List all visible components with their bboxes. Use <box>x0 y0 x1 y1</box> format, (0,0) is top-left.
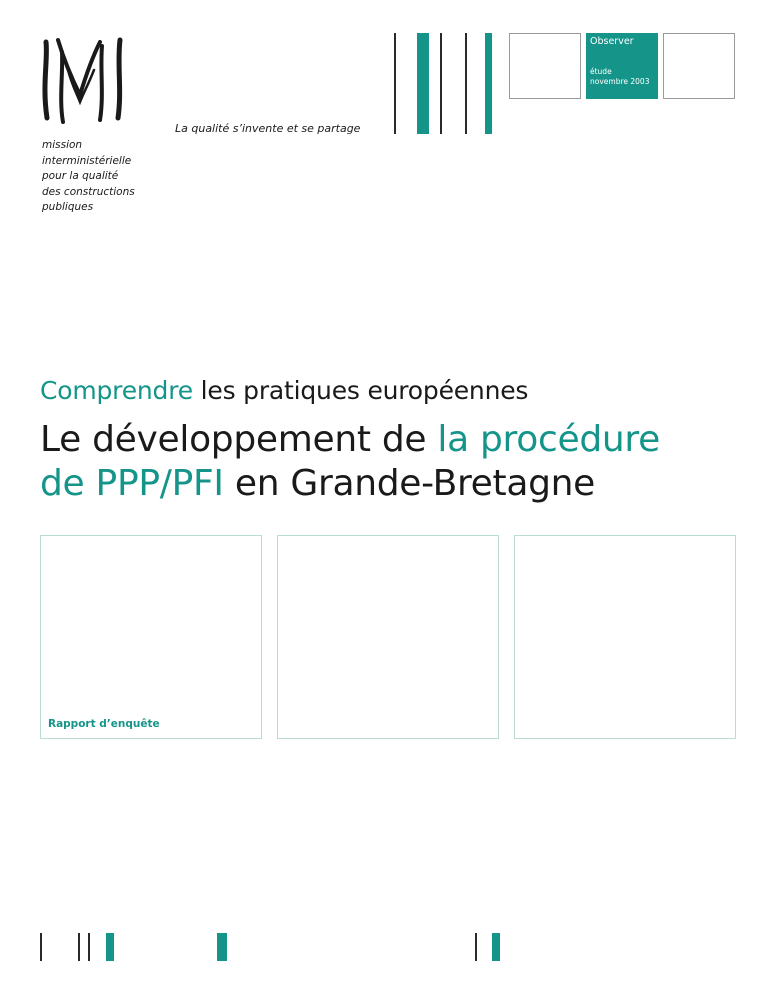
stripe-decoration <box>475 933 477 961</box>
kicker-rest: les pratiques européennes <box>192 376 529 405</box>
observer-badge <box>586 33 658 99</box>
badge-title: Observer <box>590 36 634 47</box>
kicker-highlight: Comprendre <box>40 376 193 405</box>
content-panel <box>277 535 499 739</box>
stripe-decoration <box>440 33 442 134</box>
mimi-logo <box>36 30 136 130</box>
report-type-label: Rapport d’enquête <box>48 718 160 730</box>
stripe-decoration <box>217 933 227 961</box>
mission-line: publiques <box>42 201 94 213</box>
stripe-decoration <box>40 933 42 961</box>
stripe-decoration <box>485 33 492 134</box>
stripe-decoration <box>394 33 396 134</box>
title-line2-highlight: de PPP/PFI <box>40 463 224 504</box>
stripe-decoration <box>417 33 429 134</box>
content-panel <box>40 535 262 739</box>
empty-frame <box>663 33 735 99</box>
badge-date: novembre 2003 <box>590 76 650 86</box>
stripe-decoration <box>78 933 80 961</box>
tagline: La qualité s’invente et se partage <box>175 122 361 135</box>
stripe-decoration <box>492 933 500 961</box>
title-line2-plain: en Grande-Bretagne <box>223 463 596 504</box>
mission-line: pour la qualité <box>42 170 119 182</box>
kicker-heading <box>40 376 528 405</box>
content-panel <box>514 535 736 739</box>
stripe-decoration <box>465 33 467 134</box>
page-title <box>40 418 720 506</box>
stripe-decoration <box>106 933 114 961</box>
badge-type: étude <box>590 67 612 76</box>
mission-line: des constructions <box>42 185 135 198</box>
title-line1-plain: Le développement de <box>40 419 438 460</box>
mission-line: interministérielle <box>42 154 132 167</box>
empty-frame <box>509 33 581 99</box>
title-line1-highlight: la procédure <box>437 419 660 460</box>
stripe-decoration <box>88 933 90 961</box>
mission-line: mission <box>42 139 83 151</box>
organization-name <box>42 138 135 216</box>
